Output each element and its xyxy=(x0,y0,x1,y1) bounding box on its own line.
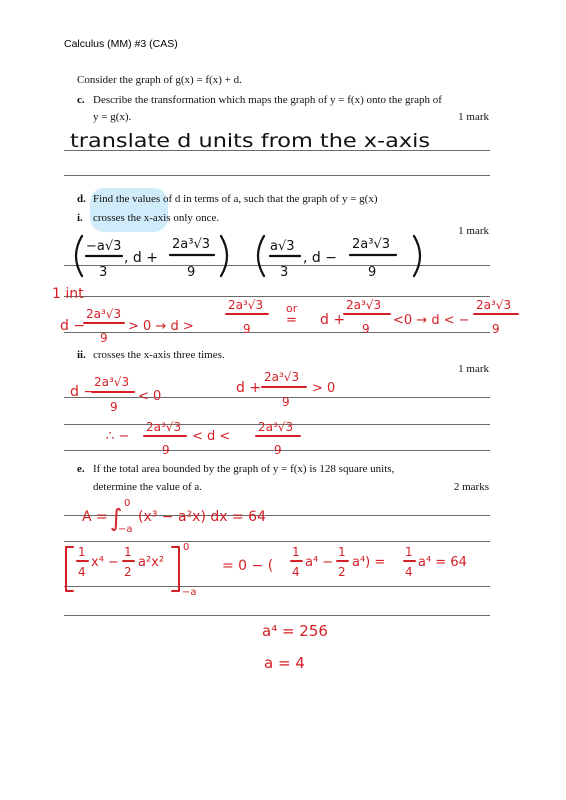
svg-text:2a³√3: 2a³√3 xyxy=(228,298,264,312)
svg-text:< d <: < d < xyxy=(192,429,231,444)
part-d-i-label: i. xyxy=(77,212,83,224)
part-d-i-marks: 1 mark xyxy=(458,225,489,237)
part-c-marks: 1 mark xyxy=(458,111,489,123)
svg-text:d +: d + xyxy=(236,380,262,396)
svg-text:, d −: , d − xyxy=(303,250,337,266)
svg-text:1: 1 xyxy=(292,545,300,559)
svg-text:9: 9 xyxy=(187,265,196,280)
svg-text:2a³√3: 2a³√3 xyxy=(172,237,211,252)
svg-text:d +: d + xyxy=(320,312,346,328)
svg-text:4: 4 xyxy=(405,565,413,579)
svg-text:0: 0 xyxy=(183,542,190,553)
svg-text:> 0 → d >: > 0 → d > xyxy=(128,319,194,334)
svg-text:3: 3 xyxy=(280,265,289,280)
svg-text:< 0: < 0 xyxy=(138,389,162,404)
svg-text:−a√3: −a√3 xyxy=(86,239,122,254)
hw-c-answer: translate d units from the x-axis xyxy=(70,130,430,152)
svg-text:2a³√3: 2a³√3 xyxy=(352,237,391,252)
part-d-i-text: crosses the x-axis only once. xyxy=(93,212,220,224)
svg-text:1: 1 xyxy=(124,545,132,559)
svg-text:9: 9 xyxy=(162,443,170,457)
svg-text:2a³√3: 2a³√3 xyxy=(476,298,512,312)
svg-text:9: 9 xyxy=(243,322,251,336)
hw-i-point2 xyxy=(258,236,420,280)
svg-text:2: 2 xyxy=(338,565,346,579)
svg-text:1: 1 xyxy=(405,545,413,559)
part-e-question-2: determine the value of a. xyxy=(93,481,203,493)
svg-text:(x³ − a²x) dx = 64: (x³ − a²x) dx = 64 xyxy=(138,509,266,525)
part-d-label: d. xyxy=(77,193,86,205)
part-d-text: Find the values of d in terms of a, such that the graph of y = g(x) xyxy=(93,193,378,205)
svg-text:1: 1 xyxy=(338,545,346,559)
svg-text:2a³√3: 2a³√3 xyxy=(86,307,122,321)
part-d-ii-text: crosses the x-axis three times. xyxy=(93,349,225,361)
svg-text:9: 9 xyxy=(362,322,370,336)
svg-text:∴ −: ∴ − xyxy=(106,429,130,444)
svg-text:−a: −a xyxy=(182,587,197,598)
svg-text:d −: d − xyxy=(70,384,96,400)
page-header: Calculus (MM) #3 (CAS) xyxy=(64,38,178,50)
svg-text:<0 → d < −: <0 → d < − xyxy=(393,313,470,328)
svg-text:a²x²: a²x² xyxy=(138,555,165,570)
svg-text:2a³√3: 2a³√3 xyxy=(264,370,300,384)
svg-text:x⁴ −: x⁴ − xyxy=(91,555,119,570)
svg-text:=: = xyxy=(286,313,297,328)
part-c-question-2: y = g(x). xyxy=(93,111,132,123)
svg-text:9: 9 xyxy=(282,395,290,409)
part-e-label: e. xyxy=(77,463,85,475)
hw-ii-line1 xyxy=(70,370,335,414)
hw-e-line1 xyxy=(82,498,266,535)
part-d-ii-label: ii. xyxy=(77,349,86,361)
svg-text:d −: d − xyxy=(60,318,86,334)
svg-text:, d +: , d + xyxy=(124,250,158,266)
part-e-text: If the total area bounded by the graph of y = f(x) is 128 square units, xyxy=(93,463,395,475)
svg-text:∫: ∫ xyxy=(110,504,123,532)
part-c-label: c. xyxy=(77,94,85,106)
svg-text:0: 0 xyxy=(124,498,131,509)
part-e-marks: 2 marks xyxy=(453,481,489,493)
svg-text:9: 9 xyxy=(110,400,118,414)
svg-text:2a³√3: 2a³√3 xyxy=(346,298,382,312)
hw-e-line4: a = 4 xyxy=(264,654,305,672)
hw-red-line1 xyxy=(60,298,518,345)
part-c-text: Describe the transformation which maps the graph of y = f(x) onto the graph of xyxy=(93,94,442,106)
part-d-ii-marks: 1 mark xyxy=(458,363,489,375)
svg-text:4: 4 xyxy=(292,565,300,579)
svg-text:2a³√3: 2a³√3 xyxy=(146,420,182,434)
svg-text:9: 9 xyxy=(492,322,500,336)
svg-text:a√3: a√3 xyxy=(270,239,295,254)
svg-text:a⁴ = 64: a⁴ = 64 xyxy=(418,555,467,570)
hw-i-point1 xyxy=(76,236,227,280)
svg-text:−a: −a xyxy=(118,524,133,535)
hw-ii-line2 xyxy=(106,420,300,457)
svg-text:a⁴) =: a⁴) = xyxy=(352,555,386,570)
svg-text:A =: A = xyxy=(82,509,108,525)
svg-text:> 0: > 0 xyxy=(312,381,336,396)
svg-text:9: 9 xyxy=(274,443,282,457)
hw-red-int: 1 int xyxy=(52,286,84,302)
svg-text:2a³√3: 2a³√3 xyxy=(94,375,130,389)
svg-text:2: 2 xyxy=(124,565,132,579)
svg-text:or: or xyxy=(286,302,298,315)
svg-text:1: 1 xyxy=(78,545,86,559)
svg-text:9: 9 xyxy=(368,265,377,280)
svg-text:3: 3 xyxy=(99,265,108,280)
hw-e-line2 xyxy=(66,542,467,598)
svg-text:9: 9 xyxy=(100,331,108,345)
svg-text:a⁴ −: a⁴ − xyxy=(305,555,334,570)
hw-e-line3: a⁴ = 256 xyxy=(262,622,328,640)
svg-text:4: 4 xyxy=(78,565,86,579)
svg-text:2a³√3: 2a³√3 xyxy=(258,420,294,434)
svg-text:= 0 − (: = 0 − ( xyxy=(222,558,274,574)
intro-text: Consider the graph of g(x) = f(x) + d. xyxy=(77,74,242,86)
